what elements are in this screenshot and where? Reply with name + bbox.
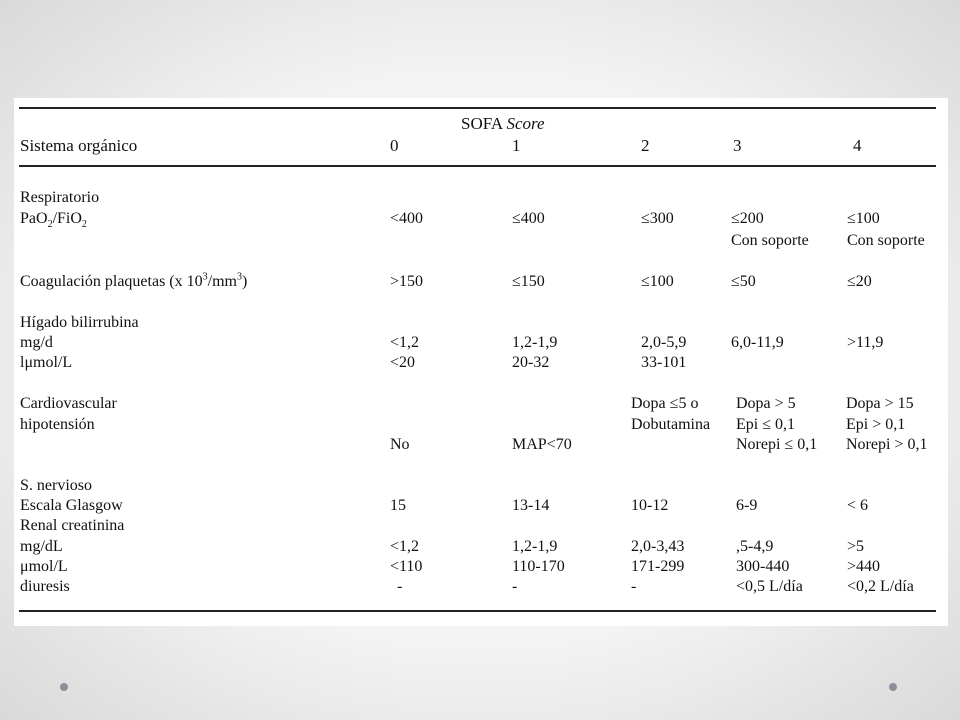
param-fio: /FiO bbox=[52, 210, 82, 227]
renal-c2: - bbox=[631, 578, 637, 595]
renal-a1: 1,2-1,9 bbox=[512, 538, 558, 555]
table-header-rule bbox=[19, 165, 936, 167]
higado-unit2: lμmol/L bbox=[20, 354, 73, 371]
cardio-c3-line2: Epi ≤ 0,1 bbox=[736, 416, 795, 433]
renal-c0: - bbox=[397, 578, 403, 595]
coagulacion-v1: ≤150 bbox=[512, 273, 545, 290]
coag-sup2: 3 bbox=[236, 271, 242, 283]
renal-c3: <0,5 L/día bbox=[736, 578, 803, 595]
nervioso-v2: 10-12 bbox=[631, 497, 669, 514]
header-system: Sistema orgánico bbox=[20, 136, 138, 155]
higado-b2: 33-101 bbox=[641, 354, 687, 371]
nervioso-v1: 13-14 bbox=[512, 497, 550, 514]
table-top-rule bbox=[19, 107, 936, 109]
higado-a3: 6,0-11,9 bbox=[731, 334, 784, 351]
renal-b0: <110 bbox=[390, 558, 423, 575]
higado-b1: 20-32 bbox=[512, 354, 550, 371]
cardio-label: Cardiovascular bbox=[20, 395, 117, 412]
nervioso-v4: < 6 bbox=[847, 497, 869, 514]
renal-a2: 2,0-3,43 bbox=[631, 538, 685, 555]
cardio-c3-line3: Norepi ≤ 0,1 bbox=[736, 436, 818, 453]
table-bottom-rule bbox=[19, 610, 936, 612]
cardio-sublabel: hipotensión bbox=[20, 416, 95, 433]
respiratorio-v3: ≤200 bbox=[731, 210, 764, 227]
header-col-2: 2 bbox=[641, 136, 650, 155]
higado-a2: 2,0-5,9 bbox=[641, 334, 687, 351]
coag-label-c: ) bbox=[241, 273, 248, 290]
cardio-v0: No bbox=[390, 436, 410, 453]
renal-unit2: μmol/L bbox=[20, 558, 68, 575]
left-decor-dot-icon bbox=[60, 683, 68, 691]
param-pao-sub: 2 bbox=[47, 219, 53, 231]
right-decor-dot-icon bbox=[889, 683, 897, 691]
cardio-v1: MAP<70 bbox=[512, 436, 572, 453]
renal-c1: - bbox=[512, 578, 518, 595]
coagulacion-label bbox=[20, 272, 247, 292]
nervioso-label: S. nervioso bbox=[20, 477, 92, 494]
renal-label: Renal creatinina bbox=[20, 517, 125, 534]
header-col-3: 3 bbox=[733, 136, 742, 155]
renal-b2: 171-299 bbox=[631, 558, 685, 575]
respiratorio-v1: ≤400 bbox=[512, 210, 545, 227]
higado-a1: 1,2-1,9 bbox=[512, 334, 558, 351]
param-pao: PaO bbox=[20, 210, 48, 227]
header-col-1: 1 bbox=[512, 136, 521, 155]
respiratorio-label: Respiratorio bbox=[20, 189, 100, 206]
table-title bbox=[461, 114, 545, 134]
coag-label-a: Coagulación plaquetas (x 10 bbox=[20, 273, 203, 290]
higado-label: Hígado bilirrubina bbox=[20, 314, 139, 331]
sofa-table bbox=[14, 98, 948, 626]
renal-b4: >440 bbox=[847, 558, 881, 575]
cardio-c4-line3: Norepi > 0,1 bbox=[846, 436, 928, 453]
header-col-4: 4 bbox=[853, 136, 862, 155]
header-col-0: 0 bbox=[390, 136, 399, 155]
renal-c4: <0,2 L/día bbox=[847, 578, 914, 595]
renal-b3: 300-440 bbox=[736, 558, 790, 575]
higado-a0: <1,2 bbox=[390, 334, 420, 351]
renal-a4: >5 bbox=[847, 538, 865, 555]
higado-b0: <20 bbox=[390, 354, 416, 371]
respiratorio-v3-note: Con soporte bbox=[731, 232, 809, 249]
coagulacion-v2: ≤100 bbox=[641, 273, 674, 290]
respiratorio-v4-note: Con soporte bbox=[847, 232, 925, 249]
title-main: SOFA bbox=[461, 114, 503, 133]
cardio-c2-line2: Dobutamina bbox=[631, 416, 711, 433]
param-fio-sub: 2 bbox=[81, 219, 87, 231]
renal-a3: ,5-4,9 bbox=[736, 538, 774, 555]
coagulacion-v4: ≤20 bbox=[847, 273, 872, 290]
nervioso-v3: 6-9 bbox=[736, 497, 758, 514]
coag-label-b: /mm bbox=[207, 273, 237, 290]
coag-sup1: 3 bbox=[202, 271, 208, 283]
nervioso-sublabel: Escala Glasgow bbox=[20, 497, 123, 514]
respiratorio-v4: ≤100 bbox=[847, 210, 880, 227]
respiratorio-param bbox=[20, 209, 87, 229]
renal-unit1: mg/dL bbox=[20, 538, 63, 555]
coagulacion-v3: ≤50 bbox=[731, 273, 756, 290]
nervioso-v0: 15 bbox=[390, 497, 406, 514]
higado-unit1: mg/d bbox=[20, 334, 53, 351]
renal-b1: 110-170 bbox=[512, 558, 565, 575]
cardio-c4-line1: Dopa > 15 bbox=[846, 395, 914, 412]
respiratorio-v0: <400 bbox=[390, 210, 424, 227]
cardio-c2-line1: Dopa ≤5 o bbox=[631, 395, 699, 412]
title-italic: Score bbox=[506, 114, 545, 133]
coagulacion-v0: >150 bbox=[390, 273, 424, 290]
renal-unit3: diuresis bbox=[20, 578, 70, 595]
renal-a0: <1,2 bbox=[390, 538, 420, 555]
higado-a4: >11,9 bbox=[847, 334, 884, 351]
cardio-c3-line1: Dopa > 5 bbox=[736, 395, 796, 412]
cardio-c4-line2: Epi > 0,1 bbox=[846, 416, 906, 433]
respiratorio-v2: ≤300 bbox=[641, 210, 674, 227]
